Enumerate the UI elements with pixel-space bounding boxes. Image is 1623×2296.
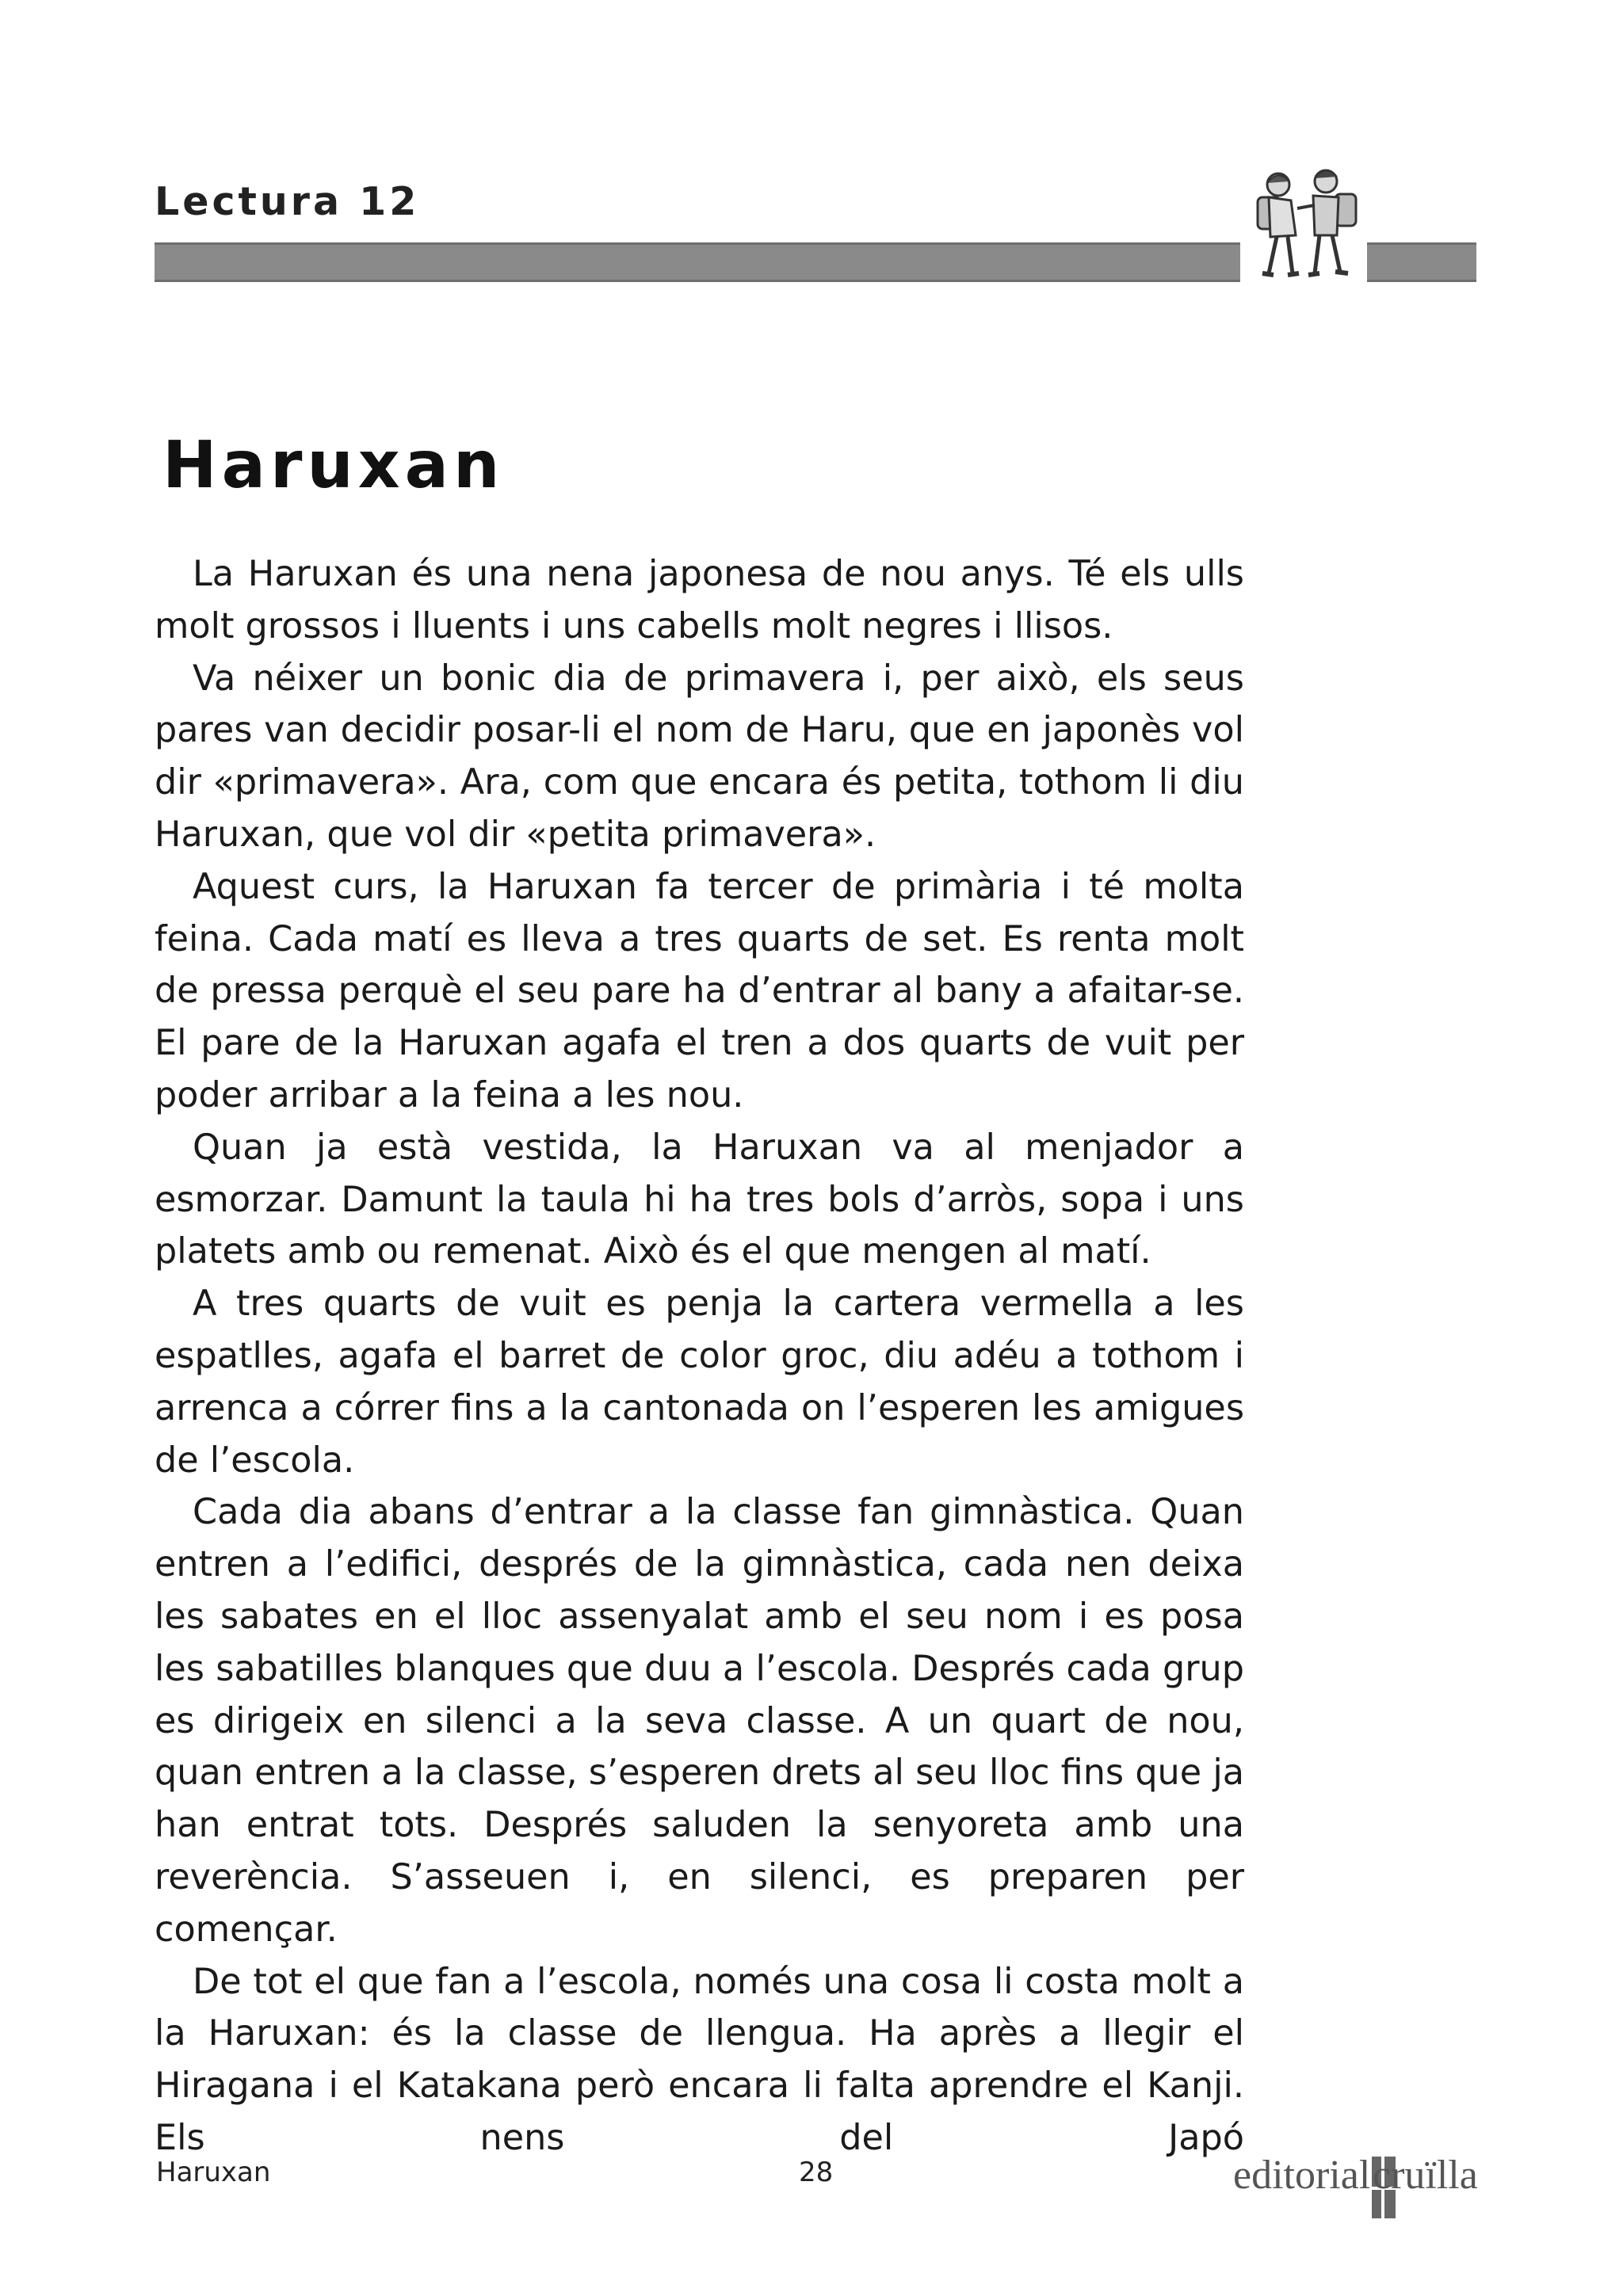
- publisher-word-cruilla: cruïlla: [1373, 2153, 1478, 2198]
- paragraph: De tot el que fan a l’escola, només una cosa li costa molt a la Haruxan: és la classe de llengua. Ha après a llegir el Hiragana i el Katakana però encara li falta aprendre el Kanji. Els nens del Japó: [155, 1961, 1244, 2158]
- publisher-word-editorial: editorial: [1233, 2153, 1371, 2198]
- paragraph: Va néixer un bonic dia de primavera i, per això, els seus pares van decidir posar-li el nom de Haru, que en japonès vol dir «primavera». Ara, com que encara és petita, tothom li diu Haruxan, que vol dir «petita primavera».: [155, 658, 1244, 855]
- publisher-logo: [1233, 2139, 1479, 2218]
- reading-text: [155, 548, 1244, 2164]
- paragraph: Aquest curs, la Haruxan fa tercer de primària i té molta feina. Cada matí es lleva a tres quarts de set. Es renta molt de pressa perquè el seu pare ha d’entrar al bany a afaitar-se. El pare de la Haruxan agafa el tren a dos quarts de vuit per poder arribar a la feina a les nou.: [155, 866, 1244, 1116]
- page-title: Haruxan: [162, 428, 505, 503]
- paragraph: Quan ja està vestida, la Haruxan va al menjador a esmorzar. Damunt la taula hi ha tres bols d’arròs, sopa i uns platets amb ou remenat. Això és el que mengen al matí.: [155, 1127, 1244, 1272]
- paragraph: A tres quarts de vuit es penja la cartera vermella a les espatlles, agafa el barret de color groc, diu adéu a tothom i arrenca a córrer fins a la cantonada on l’esperen les amigues de l’escola.: [155, 1283, 1244, 1481]
- footer-title: Haruxan: [156, 2157, 271, 2188]
- paragraph: Cada dia abans d’entrar a la classe fan gimnàstica. Quan entren a l’edifici, després de la gimnàstica, cada nen deixa les sabates en el lloc assenyalat amb el seu nom i es posa les sabatilles blanques que duu a l’escola. Després cada grup es dirigeix en silenci a la seva classe. A un quart de nou, quan entren a la classe, s’esperen drets al seu lloc fins que ja han entrat tots. Després saluden la senyoreta amb una reverència. S’asseuen i, en silenci, es preparen per començar.: [155, 1492, 1244, 1950]
- reading-label: Lectura 12: [155, 179, 420, 224]
- page-number: 28: [799, 2157, 834, 2188]
- paragraph: La Haruxan és una nena japonesa de nou anys. Té els ulls molt grossos i lluents i uns cabells molt negres i llisos.: [155, 554, 1244, 646]
- children-walking-icon: [1240, 162, 1367, 289]
